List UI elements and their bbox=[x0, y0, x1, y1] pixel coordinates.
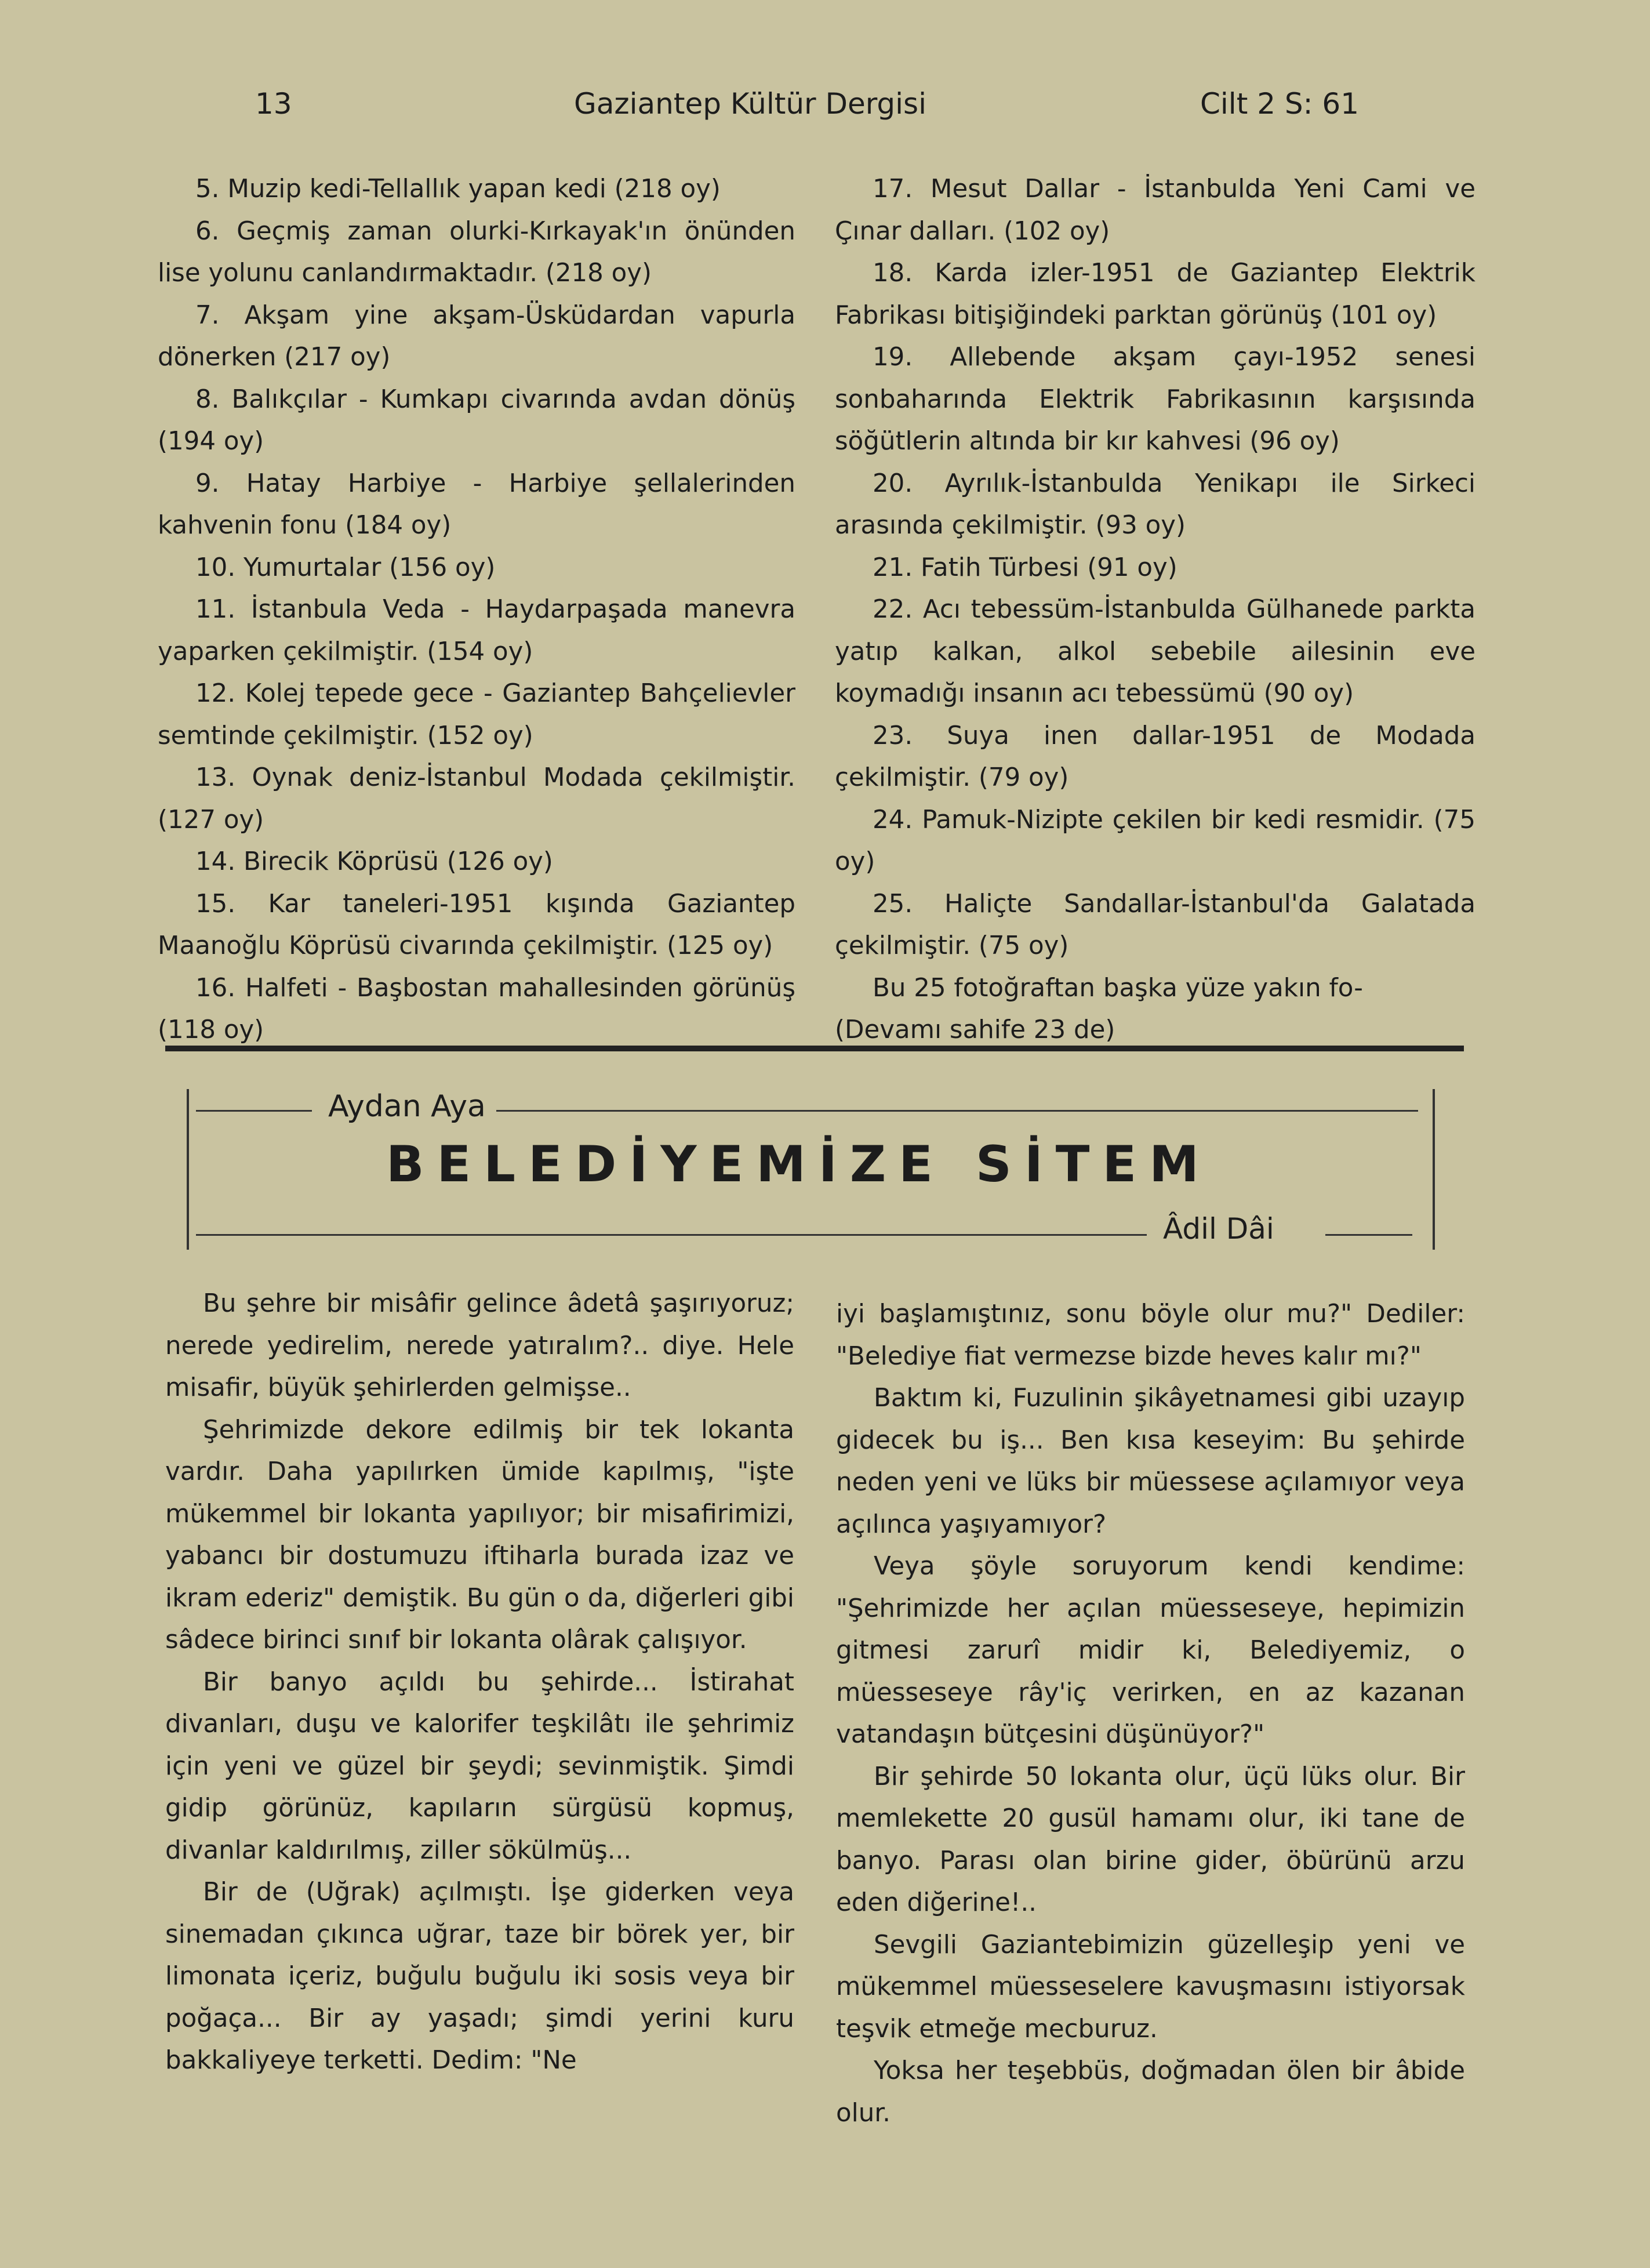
paragraph: Sevgili Gaziantebimizin güzelleşip yeni ve mükemmel müesseselere kavuşmasını istiyorsak teşvik etmeğe mecburuz. bbox=[836, 1930, 1465, 2044]
list-item: 13. Oynak deniz-İstanbul Modada çekilmiştir. (127 oy) bbox=[158, 763, 795, 834]
list-item: 15. Kar taneleri-1951 kışında Gaziantep Maanoğlu Köprüsü civarında çekilmiştir. (125 oy) bbox=[158, 889, 795, 960]
article-author: Âdil Dâi bbox=[1163, 1212, 1274, 1246]
list-item: 23. Suya inen dallar-1951 de Modada çekilmiştir. (79 oy) bbox=[835, 721, 1475, 792]
list-item: 21. Fatih Türbesi (91 oy) bbox=[873, 553, 1177, 582]
list-item: 9. Hatay Harbiye - Harbiye şellalerinden kahvenin fonu (184 oy) bbox=[158, 469, 795, 540]
list-item: 20. Ayrılık-İstanbulda Yenikapı ile Sirkeci arasında çekilmiştir. (93 oy) bbox=[835, 469, 1475, 540]
paragraph: Bu şehre bir misâfir gelince âdetâ şaşırıyoruz; nerede yedirelim, nerede yatıralım?.. diye. Hele misafir, büyük şehirlerden gelmişse.. bbox=[165, 1289, 794, 1402]
paragraph: Bir şehirde 50 lokanta olur, üçü lüks olur. Bir memlekette 20 gusül hamamı olur, iki tane de banyo. Parası olan birine gider, öbürünü arzu eden diğerine!.. bbox=[836, 1762, 1465, 1917]
list-item: 18. Karda izler-1951 de Gaziantep Elektrik Fabrikası bitişiğindeki parktan görünüş (101 oy) bbox=[835, 259, 1475, 330]
photo-list-left bbox=[158, 168, 795, 1051]
continued-note: (Devamı sahife 23 de) bbox=[835, 1015, 1115, 1044]
article-body-right bbox=[836, 1293, 1465, 2134]
column-kicker: Aydan Aya bbox=[328, 1089, 486, 1124]
list-item: 14. Birecik Köprüsü (126 oy) bbox=[195, 847, 553, 876]
paragraph: Baktım ki, Fuzulinin şikâyetnamesi gibi uzayıp gidecek bu iş... Ben kısa keseyim: Bu şehirde neden yeni ve lüks bir müessese açılamıyor veya açılınca yaşıyamıyor? bbox=[836, 1384, 1465, 1539]
paragraph: Bir de (Uğrak) açılmıştı. İşe giderken veya sinemadan çıkınca uğrar, taze bir börek yer, bir limonata içeriz, buğulu buğulu iki sosis veya bir poğaça... Bir ay yaşadı; şimdi yerini kuru bakkaliyeye terketti. Dedim: "Ne bbox=[165, 1878, 794, 2075]
list-item: 17. Mesut Dallar - İstanbulda Yeni Cami ve Çınar dalları. (102 oy) bbox=[835, 175, 1475, 246]
list-item: 7. Akşam yine akşam-Üsküdardan vapurla dönerken (217 oy) bbox=[158, 300, 795, 372]
rule-line bbox=[196, 1110, 312, 1112]
paragraph: Şehrimizde dekore edilmiş bir tek lokanta vardır. Daha yapılırken ümide kapılmış, "işte mükemmel bir lokanta yapılıyor; bir misafirimizi, yabancı bir dostumuzu iftiharla burada izaz ve ikram ederiz" demiştik. Bu gün o da, diğerleri gibi sâdece birinci sınıf bir lokanta olârak çalışıyor. bbox=[165, 1415, 794, 1654]
article-title: BELEDİYEMİZE SİTEM bbox=[386, 1135, 1212, 1193]
paragraph: Yoksa her teşebbüs, doğmadan ölen bir âbide olur. bbox=[836, 2056, 1465, 2128]
rule-line bbox=[1325, 1234, 1412, 1236]
section-divider bbox=[165, 1046, 1464, 1051]
page-header bbox=[0, 87, 1650, 133]
list-item: 16. Halfeti - Başbostan mahallesinden görünüş (118 oy) bbox=[158, 973, 795, 1044]
photo-list-right bbox=[835, 168, 1475, 1051]
paragraph: Veya şöyle soruyorum kendi kendime: "Şehrimizde her açılan müesseseye, hepimizin gitmesi zarurî midir ki, Belediyemiz, o müesseseye rây'iç verirken, en az kazanan vatandaşın bütçesini düşünüyor?" bbox=[836, 1552, 1465, 1749]
list-item: 22. Acı tebessüm-İstanbulda Gülhanede parkta yatıp kalkan, alkol sebebile ailesinin eve koymadığı insanın acı tebessümü (90 oy) bbox=[835, 595, 1475, 708]
list-item: 5. Muzip kedi-Tellallık yapan kedi (218 oy) bbox=[195, 175, 721, 204]
list-item: 10. Yumurtalar (156 oy) bbox=[195, 553, 496, 582]
list-item: 6. Geçmiş zaman olurki-Kırkayak'ın önünden lise yolunu canlandırmaktadır. (218 oy) bbox=[158, 216, 795, 288]
rule-line bbox=[196, 1234, 1147, 1236]
list-item: 12. Kolej tepede gece - Gaziantep Bahçelievler semtinde çekilmiştir. (152 oy) bbox=[158, 679, 795, 750]
list-item: Bu 25 fotoğraftan başka yüze yakın fo- bbox=[873, 973, 1363, 1003]
list-item: 19. Allebende akşam çayı-1952 senesi sonbaharında Elektrik Fabrikasının karşısında söğütlerin altında bir kır kahvesi (96 oy) bbox=[835, 343, 1475, 456]
page-number: 13 bbox=[255, 87, 292, 121]
list-item: 25. Haliçte Sandallar-İstanbul'da Galatada çekilmiştir. (75 oy) bbox=[835, 889, 1475, 960]
rule-line bbox=[496, 1110, 1418, 1112]
list-item: 8. Balıkçılar - Kumkapı civarında avdan dönüş (194 oy) bbox=[158, 384, 795, 456]
article-heading-box bbox=[187, 1089, 1435, 1250]
paragraph: iyi başlamıştınız, sonu böyle olur mu?" Dediler: "Belediye fiat vermezse bizde heves kalır mı?" bbox=[836, 1300, 1465, 1371]
list-item: 11. İstanbula Veda - Haydarpaşada manevra yaparken çekilmiştir. (154 oy) bbox=[158, 595, 795, 666]
list-item: 24. Pamuk-Nizipte çekilen bir kedi resmidir. (75 oy) bbox=[835, 805, 1475, 876]
paragraph: Bir banyo açıldı bu şehirde... İstirahat divanları, duşu ve kalorifer teşkilâtı ile şehrimiz için yeni ve güzel bir şeydi; sevinmiştik. Şimdi gidip görünüz, kapıların sürgüsü kopmuş, divanlar kaldırılmış, ziller sökülmüş... bbox=[165, 1667, 794, 1865]
volume-issue: Cilt 2 S: 61 bbox=[1200, 87, 1359, 121]
magazine-title: Gaziantep Kültür Dergisi bbox=[574, 87, 926, 121]
article-body-left bbox=[165, 1283, 794, 2082]
